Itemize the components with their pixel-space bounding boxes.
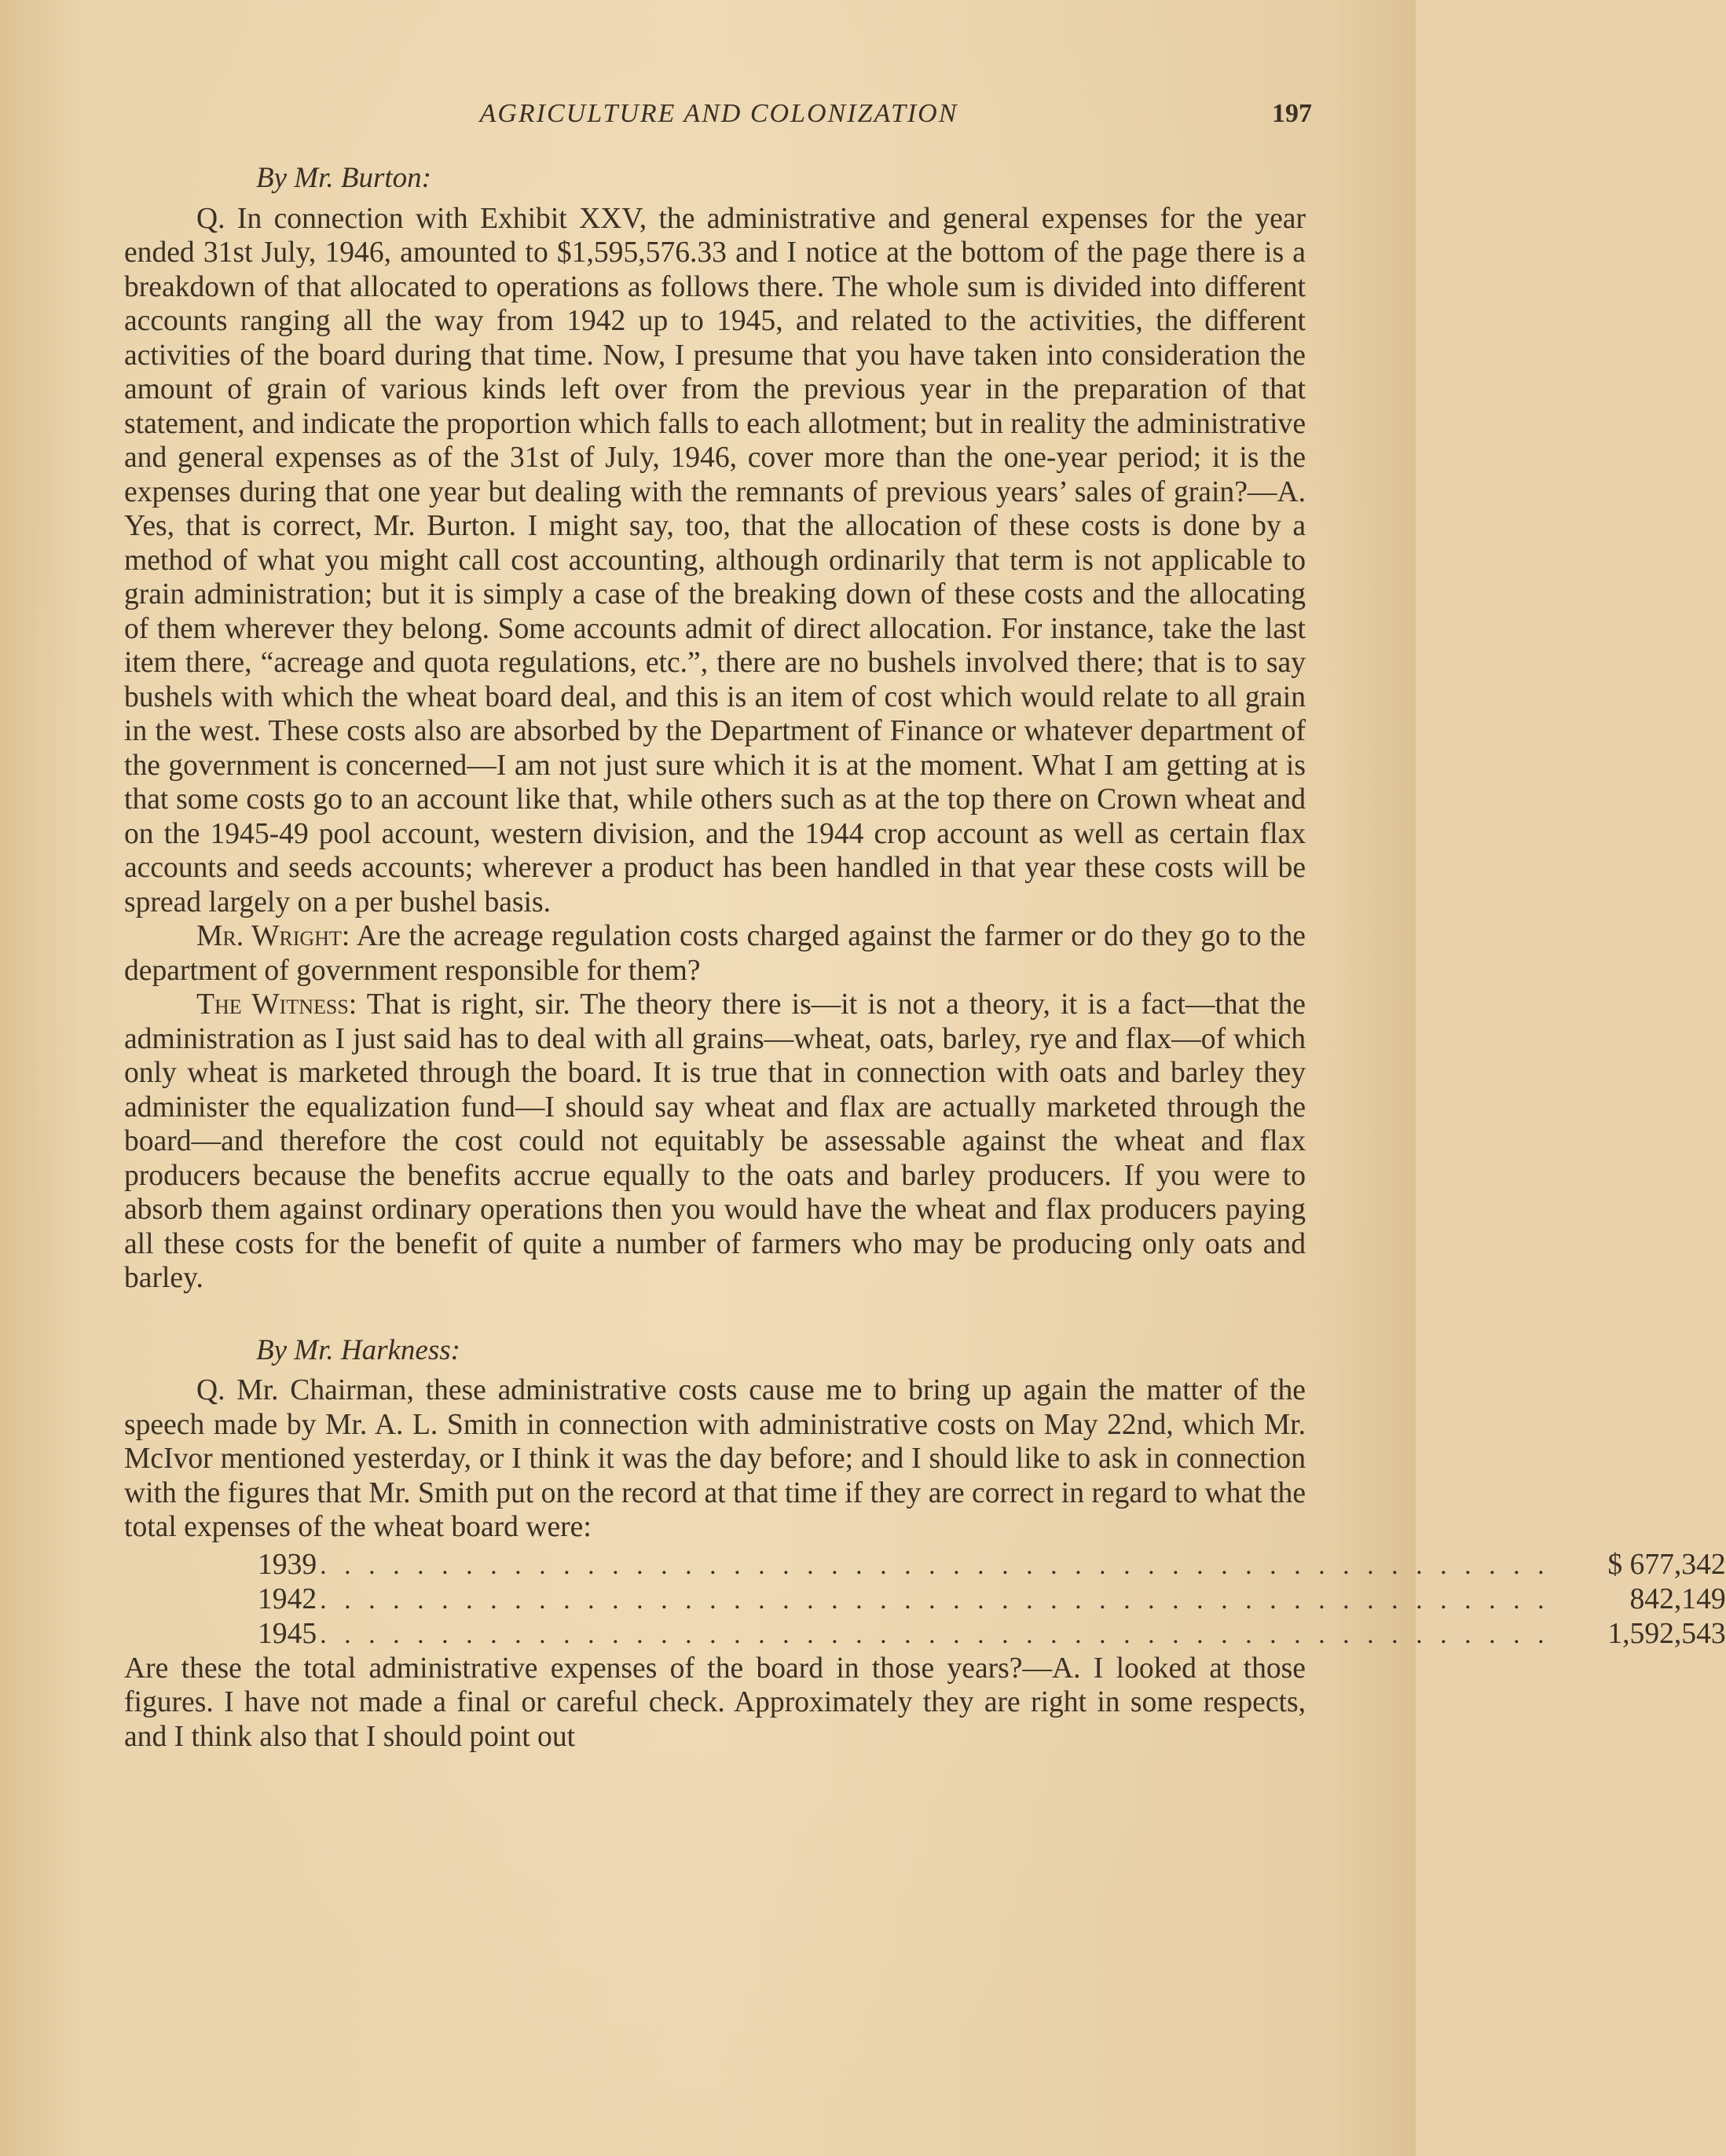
table-row xyxy=(258,1548,1726,1582)
dot-leader: . . . . . . . . . . . . . . . . . . . . . . . . . . . . . . . . . . . . . . . . . . . . . . . . . . . xyxy=(320,1585,1550,1615)
speaker-text: : Are the acreage regulation costs charged against the farmer or do they go to the department of government responsible for them? xyxy=(124,920,1306,987)
question-paragraph: Q. Mr. Chairman, these administrative costs cause me to bring up again the matter of the speech made by Mr. A. L. Smith in connection with administrative costs on May 22nd, which Mr. McIvor mentioned yesterday, or I think it was the day before; and I should like to ask in connection with the figures that Mr. Smith put on the record at that time if they are correct in regard to what the total expenses of the wheat board were: xyxy=(124,1374,1306,1543)
dot-leader: . . . . . . . . . . . . . . . . . . . . . . . . . . . . . . . . . . . . . . . . . . . . . . . . . . . xyxy=(320,1619,1550,1649)
year-cell: 1942 xyxy=(258,1582,317,1615)
page-body xyxy=(124,161,1726,1754)
speaker-paragraph xyxy=(124,988,1306,1296)
speaker-name: The Witness xyxy=(196,988,349,1021)
speaker-paragraph xyxy=(124,919,1306,988)
answer-continuation: Are these the total administrative expenses of the board in those years?—A. I looked at those figures. I have not made a final or careful check. Approximately they are right in some respects, and I think also that I should point out xyxy=(124,1652,1306,1753)
speaker-heading: By Mr. Harkness: xyxy=(256,1333,460,1366)
year-cell: 1939 xyxy=(258,1548,317,1581)
expense-table xyxy=(258,1548,1726,1652)
speaker-heading: By Mr. Burton: xyxy=(256,162,431,194)
year-cell: 1945 xyxy=(258,1617,317,1650)
table-row xyxy=(258,1582,1726,1617)
speaker-name: Mr. Wright xyxy=(196,920,342,952)
dot-leader: . . . . . . . . . . . . . . . . . . . . . . . . . . . . . . . . . . . . . . . . . . . . . . . . . . . xyxy=(320,1550,1550,1580)
running-title: AGRICULTURE AND COLONIZATION xyxy=(479,99,958,128)
table-row xyxy=(258,1617,1726,1652)
amount-cell: 1,592,543 xyxy=(1607,1617,1726,1650)
amount-cell: $ 677,342 xyxy=(1607,1548,1726,1581)
page-number: 197 xyxy=(1272,99,1312,128)
question-paragraph: Q. In connection with Exhibit XXV, the administrative and general expenses for the year ended 31st July, 1946, amounted to $1,595,576.33 and I notice at the bottom of the page there is a breakdown of that allocated to operations as follows there. The whole sum is divided into different accounts ranging all the way from 1942 up to 1945, and related to the activities, the different activities of the board during that time. Now, I presume that you have taken into consideration the amount of grain of various kinds left over from the previous year in the preparation of that statement, and indicate the proportion which falls to each allotment; but in reality the administrative and general expenses as of the 31st of July, 1946, cover more than the one-year period; it is the expenses during that one year but dealing with the remnants of previous years’ sales of grain?—A. Yes, that is correct, Mr. Burton. I might say, too, that the allocation of these costs is done by a method of what you might call cost accounting, although ordinarily that term is not applicable to grain administration; but it is simply a case of the breaking down of these costs and the allocating of them wherever they belong. Some accounts admit of direct allocation. For instance, take the last item there, “acreage and quota regulations, etc.”, there are no bushels involved there; that is to say bushels with which the wheat board deal, and this is an item of cost which would relate to all grain in the west. These costs also are absorbed by the Department of Finance or whatever department of the government is concerned—I am not just sure which it is at the moment. What I am getting at is that some costs go to an account like that, while others such as at the top there on Crown wheat and on the 1945-49 pool account, western division, and the 1944 crop account as well as certain flax accounts and seeds accounts; wherever a product has been handled in that year these costs will be spread largely on a per bushel basis. xyxy=(124,202,1306,918)
page-header xyxy=(126,99,1312,138)
amount-cell: 842,149 xyxy=(1629,1582,1726,1615)
speaker-text: : That is right, sir. The theory there is—it is not a theory, it is a fact—that the administration as I just said has to deal with all grains—wheat, oats, barley, rye and flax—of which only wheat is marketed through the board. It is true that in connection with oats and barley they administer the equalization fund—I should say wheat and flax are actually marketed through the board—and therefore the cost could not equitably be assessable against the wheat and flax producers because the benefits accrue equally to the oats and barley producers. If you were to absorb them against ordinary operations then you would have the wheat and flax producers paying all these costs for the benefit of quite a number of farmers who may be producing only oats and barley. xyxy=(124,988,1306,1294)
